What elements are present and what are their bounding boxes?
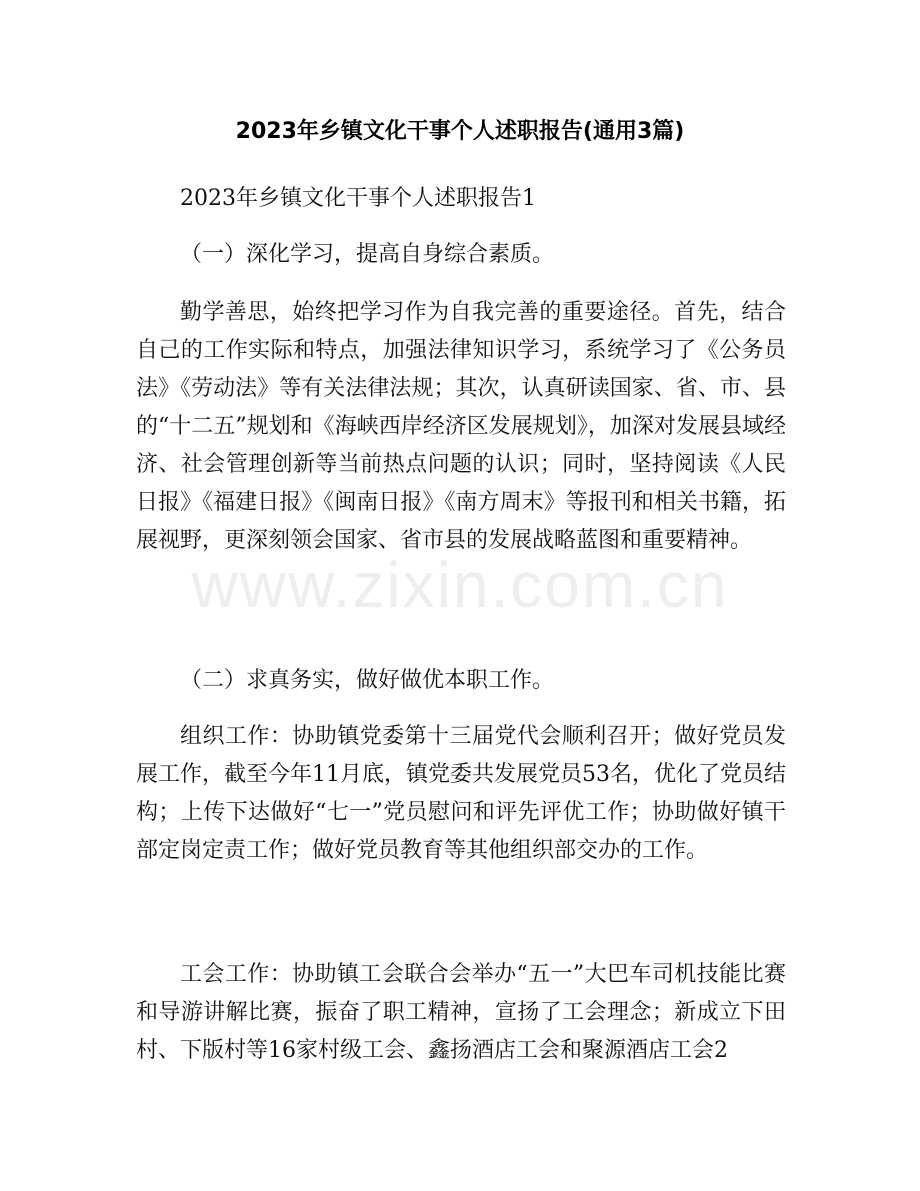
document-title: 2023年乡镇文化干事个人述职报告(通用3篇) [235,119,685,144]
section-heading-1: （一）深化学习，提高自身综合素质。 [180,242,555,267]
watermark: www.zixin.com.cn [191,549,729,621]
section-paragraph-1: 勤学善思，始终把学习作为自我完善的重要途径。首先，结合自己的工作实际和特点，加强法律知识学习，系统学习了《公务员法》《劳动法》等有关法律法规；其次，认真研读国家、省、市、县的“十二五”规划和《海峡西岸经济区发展规划》，加深对发展县域经济、社会管理创新等当前热点问题的认识；同时，坚持阅读《人民日报》《福建日报》《闽南日报》《南方周末》等报刊和相关书籍，拓展视野，更深刻领会国家、省市县的发展战略蓝图和重要精神。 [136,300,786,553]
report-subtitle: 2023年乡镇文化干事个人述职报告1 [180,186,536,211]
section-paragraph-3: 工会工作：协助镇工会联合会举办“五一”大巴车司机技能比赛和导游讲解比赛，振奋了职工精神，宣扬了工会理念；新成立下田村、下版村等16家村级工会、鑫扬酒店工会和聚源酒店工会2 [136,962,786,1063]
section-heading-2: （二）求真务实，做好做优本职工作。 [180,668,555,693]
section-paragraph-2: 组织工作：协助镇党委第十三届党代会顺利召开；做好党员发展工作，截至今年11月底，镇党委共发展党员53名，优化了党员结构；上传下达做好“七一”党员慰问和评先评优工作；协助做好镇干部定岗定责工作；做好党员教育等其他组织部交办的工作。 [136,724,786,863]
